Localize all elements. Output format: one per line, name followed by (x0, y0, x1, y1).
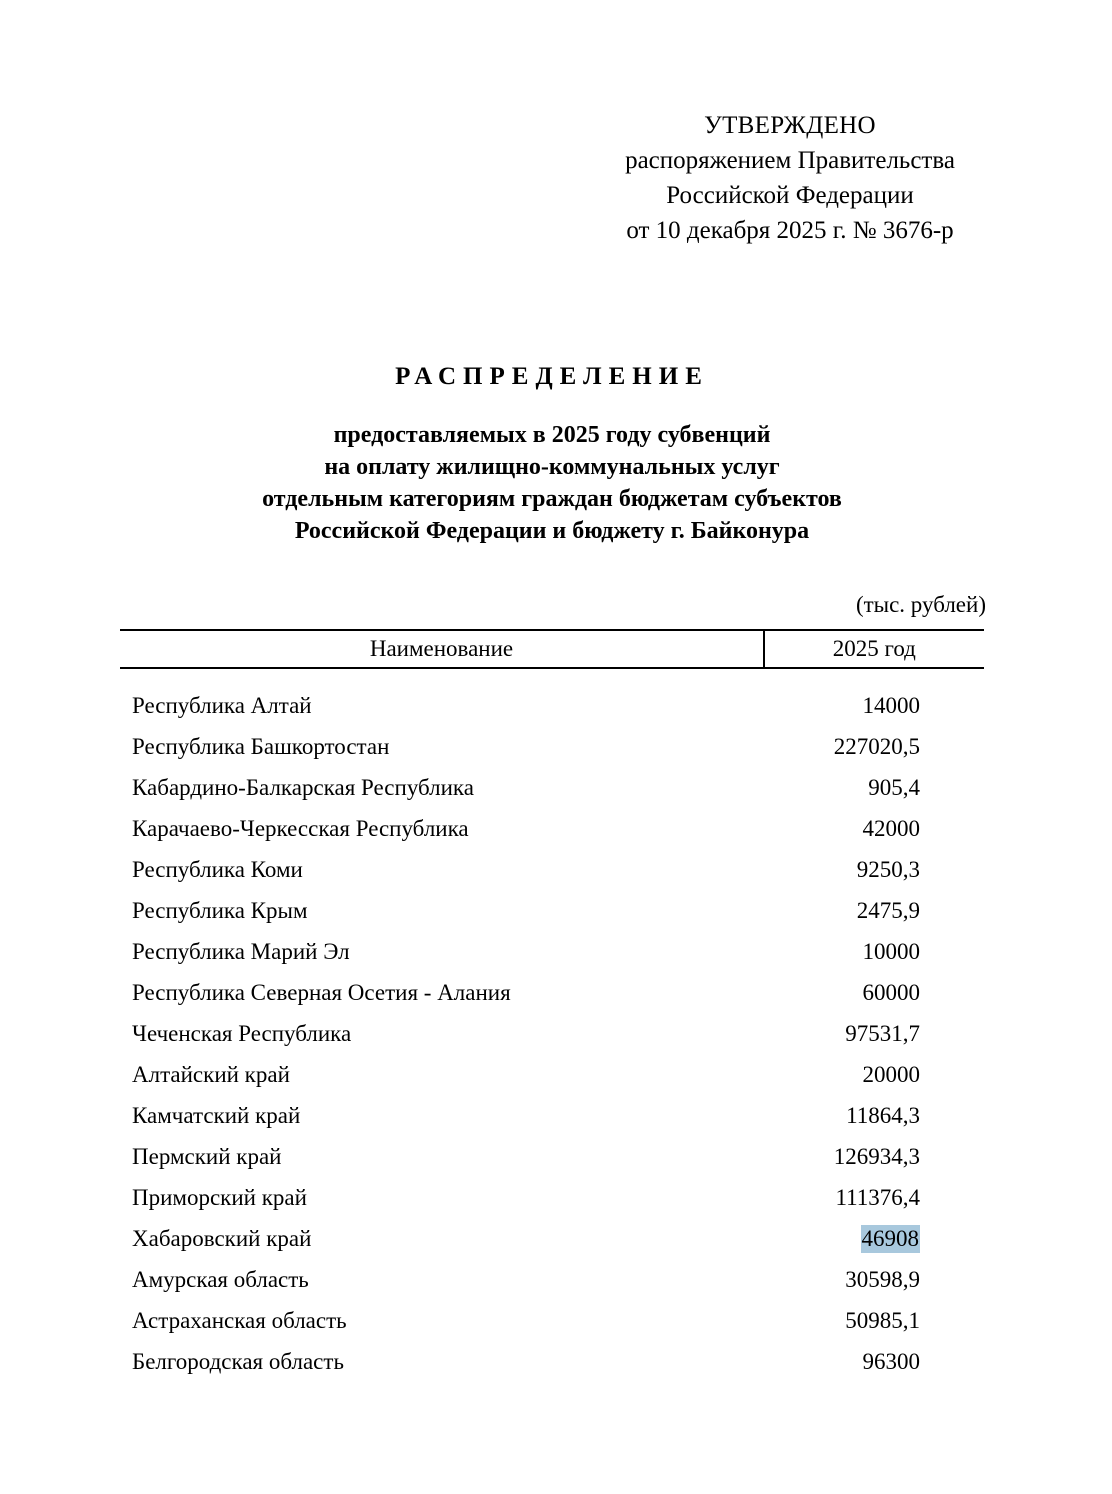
units-note: (тыс. рублей) (855, 592, 986, 617)
table-row (120, 857, 984, 898)
amount-value: 42000 (862, 815, 920, 841)
amount-cell (832, 775, 984, 801)
table-row (120, 1349, 984, 1390)
table-row (120, 1226, 984, 1267)
amount-cell (832, 1062, 984, 1088)
region-name-cell: Республика Алтай (132, 692, 312, 718)
region-name-cell: Кабардино-Балкарская Республика (132, 774, 474, 800)
amount-value: 2475,9 (856, 897, 920, 923)
table-row (120, 980, 984, 1021)
amount-value: 905,4 (868, 774, 920, 800)
region-name-cell: Хабаровский край (132, 1225, 312, 1251)
amount-cell (832, 1267, 984, 1293)
table-row (120, 1144, 984, 1185)
amount-cell (832, 816, 984, 842)
table-row (120, 1185, 984, 1226)
amount-cell (832, 734, 984, 760)
amount-value: 14000 (862, 692, 920, 718)
region-name-cell: Камчатский край (132, 1102, 301, 1128)
table-row (120, 1103, 984, 1144)
amount-cell (832, 1103, 984, 1129)
region-name-cell: Республика Башкортостан (132, 733, 390, 759)
region-name-cell: Карачаево-Черкесская Республика (132, 815, 469, 841)
document-subtitle-line-1: предоставляемых в 2025 году субвенций (333, 422, 771, 448)
approval-authority-line-2: Российской Федерации (666, 182, 914, 209)
amount-value: 126934,3 (833, 1143, 920, 1169)
amount-value: 227020,5 (833, 733, 920, 759)
region-name-cell: Республика Коми (132, 856, 303, 882)
amount-value: 60000 (862, 979, 920, 1005)
table-row (120, 693, 984, 734)
document-subtitle-line-4: Российской Федерации и бюджету г. Байконура (294, 518, 810, 544)
amount-cell (832, 857, 984, 883)
approval-block (590, 108, 990, 248)
amount-cell (832, 1144, 984, 1170)
table-row (120, 939, 984, 980)
table-header-row (120, 631, 984, 667)
amount-value: 9250,3 (856, 856, 920, 882)
amount-cell (832, 898, 984, 924)
table-row (120, 898, 984, 939)
region-name-cell: Республика Крым (132, 897, 308, 923)
approval-authority-line-1: распоряжением Правительства (625, 147, 955, 174)
amount-value: 11864,3 (846, 1102, 920, 1128)
amount-value: 50985,1 (845, 1307, 920, 1333)
column-header-name: Наименование (369, 636, 514, 661)
region-name-cell: Амурская область (132, 1266, 309, 1292)
approval-decree-reference: от 10 декабря 2025 г. № 3676-р (626, 217, 954, 244)
region-name-cell: Республика Северная Осетия - Алания (132, 979, 511, 1005)
region-name-cell: Алтайский край (132, 1061, 290, 1087)
amount-value: 20000 (862, 1061, 920, 1087)
table-row (120, 1267, 984, 1308)
document-subtitle (112, 419, 992, 547)
region-name-cell: Республика Марий Эл (132, 938, 350, 964)
amount-cell (832, 1308, 984, 1334)
table-header-bottom-rule (120, 667, 984, 669)
amount-cell-selected (832, 1226, 984, 1252)
amount-cell (832, 1021, 984, 1047)
amount-value: 10000 (862, 938, 920, 964)
region-name-cell: Пермский край (132, 1143, 282, 1169)
table-row (120, 816, 984, 857)
document-title-block (112, 363, 992, 547)
region-name-cell: Чеченская Республика (132, 1020, 352, 1046)
page-title: РАСПРЕДЕЛЕНИЕ (395, 363, 709, 390)
table-body (120, 693, 984, 1390)
amount-value: 97531,7 (845, 1020, 920, 1046)
table-row (120, 1062, 984, 1103)
amount-value: 111376,4 (835, 1184, 920, 1210)
table-row (120, 1021, 984, 1062)
document-subtitle-line-3: отдельным категориям граждан бюджетам субъектов (262, 486, 842, 512)
region-name-cell: Белгородская область (132, 1348, 344, 1374)
region-name-cell: Приморский край (132, 1184, 307, 1210)
region-name-cell: Астраханская область (132, 1307, 347, 1333)
amount-value: 96300 (862, 1348, 920, 1374)
amount-cell (832, 1185, 984, 1211)
amount-cell (832, 939, 984, 965)
table-row (120, 734, 984, 775)
amount-cell (832, 980, 984, 1006)
column-header-year: 2025 год (832, 636, 916, 661)
amount-cell (832, 693, 984, 719)
amount-value: 46908 (861, 1225, 919, 1251)
approval-title: УТВЕРЖДЕНО (704, 112, 876, 139)
table-row (120, 775, 984, 816)
table-row (120, 1308, 984, 1349)
amount-value: 30598,9 (845, 1266, 920, 1292)
distribution-table (120, 629, 984, 1390)
document-subtitle-line-2: на оплату жилищно-коммунальных услуг (324, 454, 780, 480)
amount-cell (832, 1349, 984, 1375)
